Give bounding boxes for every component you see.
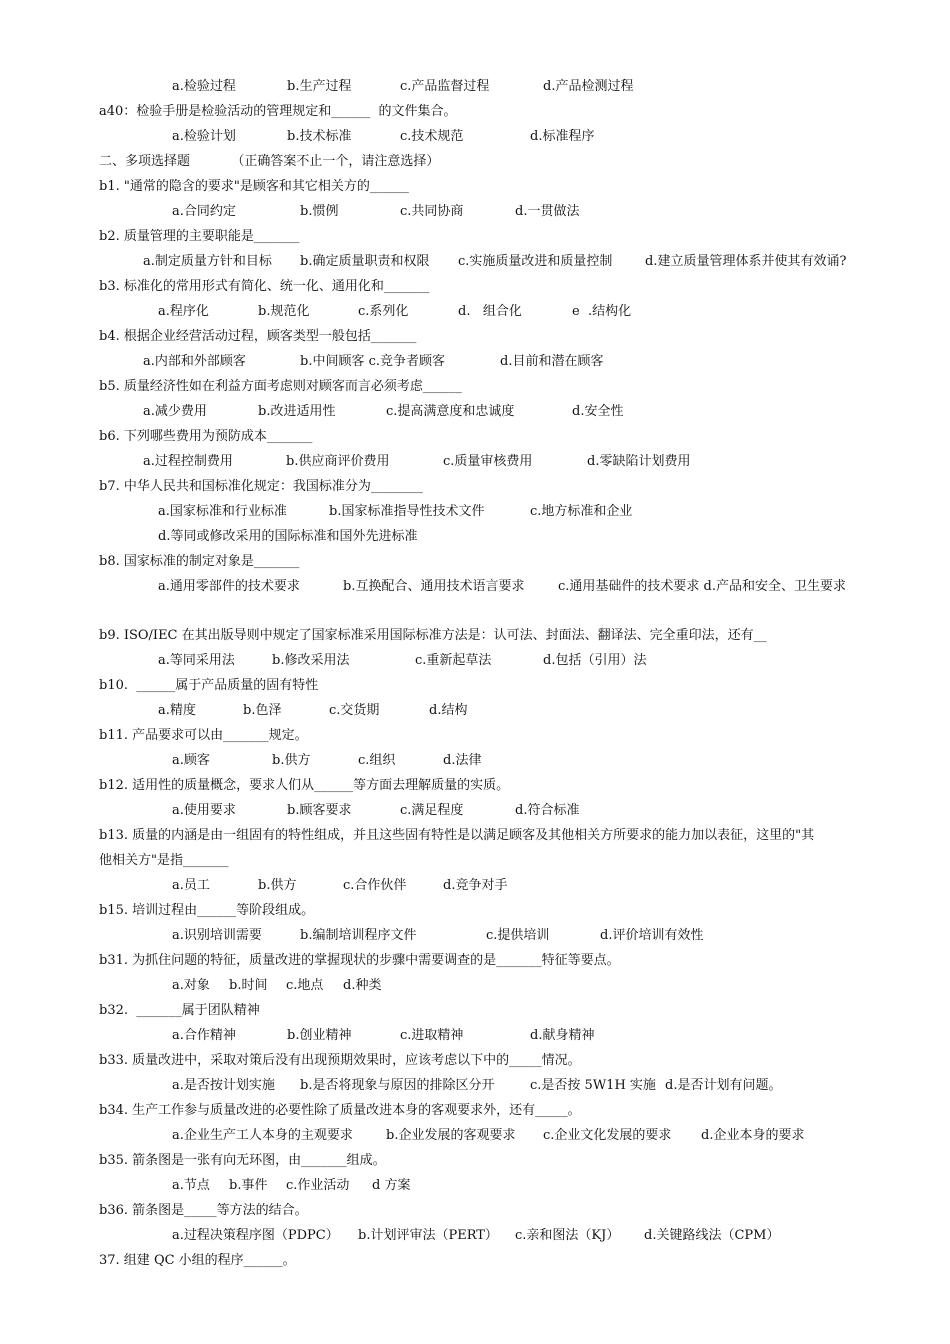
answer-option: c.地方标准和企业 xyxy=(530,504,633,519)
answer-option: d.标准程序 xyxy=(530,129,595,144)
question-line: d.等同或修改采用的国际标准和国外先进标准 xyxy=(158,529,418,544)
answer-option: d.竞争对手 xyxy=(443,878,508,893)
answer-option: a.是否按计划实施 xyxy=(172,1078,275,1093)
answer-option: c.质量审核费用 xyxy=(443,454,533,469)
answer-option: b.供方 xyxy=(258,878,297,893)
answer-option: a.检验过程 xyxy=(172,79,236,94)
answer-option: b.中间顾客 c.竞争者顾客 xyxy=(300,354,445,369)
answer-option: c.重新起草法 xyxy=(415,653,492,668)
answer-option: a.国家标准和行业标准 xyxy=(158,504,287,519)
answer-option: a.员工 xyxy=(172,878,210,893)
answer-option: d.符合标准 xyxy=(515,803,580,818)
answer-option: d.目前和潜在顾客 xyxy=(500,354,604,369)
answer-option: d.建立质量管理体系并使其有效诵? xyxy=(645,254,847,269)
answer-option: b.企业发展的客观要求 xyxy=(386,1128,516,1143)
answer-option: a.合作精神 xyxy=(172,1028,236,1043)
answer-option: b.确定质量职责和权限 xyxy=(300,254,430,269)
answer-option: d.评价培训有效性 xyxy=(600,928,704,943)
question-line: b3. 标准化的常用形式有简化、统一化、通用化和_______ xyxy=(99,279,430,294)
answer-option: c.技术规范 xyxy=(400,129,464,144)
answer-option: c.合作伙伴 xyxy=(343,878,407,893)
answer-option: b.供方 xyxy=(272,753,311,768)
answer-option: a.检验计划 xyxy=(172,129,236,144)
question-line: b11. 产品要求可以由_______规定。 xyxy=(99,728,308,743)
question-line: b10. ______属于产品质量的固有特性 xyxy=(99,678,319,693)
answer-option: d. 组合化 xyxy=(458,304,522,319)
answer-option: b.计划评审法（PERT） xyxy=(358,1228,498,1243)
answer-option: c.是否按 5W1H 实施 xyxy=(530,1078,656,1093)
answer-option: c.提高满意度和忠诚度 xyxy=(386,404,515,419)
question-line: a40：检验手册是检验活动的管理规定和______ 的文件集合。 xyxy=(99,104,457,119)
answer-option: e .结构化 xyxy=(572,304,632,319)
answer-option: b.供应商评价费用 xyxy=(286,454,390,469)
answer-option: b.规范化 xyxy=(258,304,310,319)
answer-option: b.时间 xyxy=(229,978,268,993)
answer-option: d.一贯做法 xyxy=(515,204,580,219)
answer-option: a.使用要求 xyxy=(172,803,236,818)
question-line: b36. 箭条图是_____等方法的结合。 xyxy=(99,1203,308,1218)
answer-option: c.实施质量改进和质量控制 xyxy=(458,254,613,269)
answer-option: c.系列化 xyxy=(358,304,409,319)
answer-option: c.共同协商 xyxy=(400,204,464,219)
answer-option: d.产品检测过程 xyxy=(543,79,634,94)
answer-option: d.结构 xyxy=(429,703,468,718)
answer-option: c.进取精神 xyxy=(400,1028,464,1043)
answer-option: b.事件 xyxy=(229,1178,268,1193)
answer-option: d.零缺陷计划费用 xyxy=(587,454,691,469)
answer-option: c.企业文化发展的要求 xyxy=(543,1128,672,1143)
answer-option: a.程序化 xyxy=(158,304,209,319)
question-line: b8. 国家标准的制定对象是_______ xyxy=(99,554,300,569)
answer-option: c.组织 xyxy=(358,753,396,768)
question-line: 二、多项选择题 （正确答案不止一个，请注意选择） xyxy=(99,154,440,169)
question-line: 37. 组建 QC 小组的程序______。 xyxy=(99,1253,296,1268)
answer-option: d 方案 xyxy=(372,1178,411,1193)
answer-option: b.顾客要求 xyxy=(287,803,352,818)
question-line: b33. 质量改进中，采取对策后没有出现预期效果时，应该考虑以下中的_____情况。 xyxy=(99,1053,581,1068)
answer-option: b.改进适用性 xyxy=(258,404,336,419)
answer-option: b.是否将现象与原因的排除区分开 xyxy=(300,1078,495,1093)
answer-option: b.惯例 xyxy=(300,204,339,219)
answer-option: a.过程决策程序图（PDPC） xyxy=(172,1228,339,1243)
answer-option: b.国家标准指导性技术文件 xyxy=(329,504,485,519)
question-line: b31. 为抓住问题的特征，质量改进的掌握现状的步骤中需要调查的是_______特征等要点。 xyxy=(99,953,620,968)
answer-option: a.制定质量方针和目标 xyxy=(143,254,272,269)
question-line: b1. "通常的隐含的要求"是顾客和其它相关方的______ xyxy=(99,179,409,194)
question-line: 他相关方"是指_______ xyxy=(99,853,229,868)
question-line: b15. 培训过程由______等阶段组成。 xyxy=(99,903,315,918)
answer-option: d.种类 xyxy=(343,978,382,993)
answer-option: d.是否计划有问题。 xyxy=(665,1078,782,1093)
answer-option: a.合同约定 xyxy=(172,204,236,219)
answer-option: c.亲和图法（KJ） xyxy=(515,1228,620,1243)
answer-option: c.作业活动 xyxy=(286,1178,350,1193)
question-line: b13. 质量的内涵是由一组固有的特性组成，并且这些固有特性是以满足顾客及其他相关方所要求的能力加以表征，这里的"其 xyxy=(99,828,815,843)
answer-option: a.等同采用法 xyxy=(158,653,235,668)
answer-option: b.技术标准 xyxy=(287,129,352,144)
answer-option: a.企业生产工人本身的主观要求 xyxy=(172,1128,353,1143)
question-line: b32. _______属于团队精神 xyxy=(99,1003,260,1018)
answer-option: a.顾客 xyxy=(172,753,210,768)
answer-option: c.产品监督过程 xyxy=(400,79,490,94)
answer-option: b.编制培训程序文件 xyxy=(300,928,417,943)
question-line: b2. 质量管理的主要职能是_______ xyxy=(99,229,300,244)
question-line: b4. 根据企业经营活动过程，顾客类型一般包括_______ xyxy=(99,329,417,344)
answer-option: d.包括（引用）法 xyxy=(543,653,647,668)
answer-option: a.对象 xyxy=(172,978,210,993)
answer-option: a.通用零部件的技术要求 xyxy=(158,579,300,594)
answer-option: a.节点 xyxy=(172,1178,210,1193)
answer-option: b.修改采用法 xyxy=(272,653,350,668)
answer-option: b.生产过程 xyxy=(287,79,352,94)
question-line: b7. 中华人民共和国标准化规定：我国标准分为________ xyxy=(99,479,423,494)
answer-option: c.通用基础件的技术要求 d.产品和安全、卫生要求 xyxy=(558,579,846,594)
answer-option: c.地点 xyxy=(286,978,324,993)
answer-option: c.交货期 xyxy=(329,703,380,718)
answer-option: d.献身精神 xyxy=(530,1028,595,1043)
answer-option: d.企业本身的要求 xyxy=(701,1128,805,1143)
answer-option: d.关键路线法（CPM） xyxy=(644,1228,780,1243)
answer-option: c.提供培训 xyxy=(486,928,550,943)
answer-option: b.创业精神 xyxy=(287,1028,352,1043)
answer-option: a.内部和外部顾客 xyxy=(143,354,246,369)
answer-option: d.法律 xyxy=(443,753,482,768)
question-line: b9. ISO/IEC 在其出版导则中规定了国家标准采用国际标准方法是：认可法、封面法、翻译法、完全重印法，还有__ xyxy=(99,628,767,643)
answer-option: a.精度 xyxy=(158,703,196,718)
answer-option: d.安全性 xyxy=(572,404,624,419)
question-line: b5. 质量经济性如在利益方面考虑则对顾客而言必须考虑______ xyxy=(99,379,462,394)
question-line: b6. 下列哪些费用为预防成本_______ xyxy=(99,429,313,444)
answer-option: b.互换配合、通用技术语言要求 xyxy=(343,579,525,594)
answer-option: b.色泽 xyxy=(243,703,282,718)
answer-option: c.满足程度 xyxy=(400,803,464,818)
question-line: b35. 箭条图是一张有向无环图，由_______组成。 xyxy=(99,1153,386,1168)
question-line: b34. 生产工作参与质量改进的必要性除了质量改进本身的客观要求外，还有_____。 xyxy=(99,1103,581,1118)
answer-option: a.过程控制费用 xyxy=(143,454,233,469)
answer-option: a.减少费用 xyxy=(143,404,207,419)
question-line: b12. 适用性的质量概念，要求人们从______等方面去理解质量的实质。 xyxy=(99,778,510,793)
answer-option: a.识别培训需要 xyxy=(172,928,262,943)
